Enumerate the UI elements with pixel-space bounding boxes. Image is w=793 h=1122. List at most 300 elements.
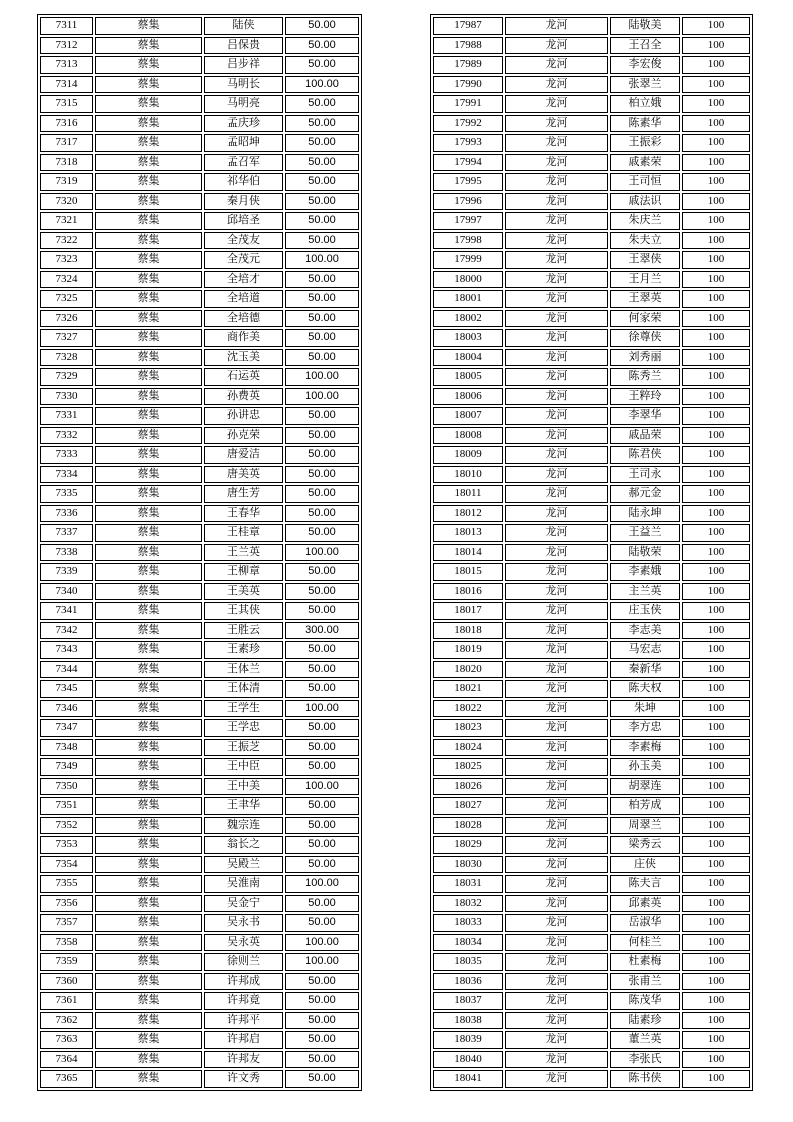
cell-area: 龙河 xyxy=(505,856,608,874)
cell-area: 蔡集 xyxy=(95,37,202,55)
cell-id: 7348 xyxy=(40,739,93,757)
cell-id: 18039 xyxy=(433,1031,503,1049)
cell-amount: 100 xyxy=(682,485,750,503)
table-row xyxy=(40,895,359,913)
table-row xyxy=(433,193,750,211)
cell-amount: 100 xyxy=(682,622,750,640)
table-row xyxy=(433,505,750,523)
cell-name: 戚法识 xyxy=(610,193,680,211)
cell-name: 张甫兰 xyxy=(610,973,680,991)
cell-area: 龙河 xyxy=(505,1070,608,1088)
cell-id: 7314 xyxy=(40,76,93,94)
table-row xyxy=(40,17,359,35)
table-row xyxy=(433,485,750,503)
cell-id: 7316 xyxy=(40,115,93,133)
cell-area: 龙河 xyxy=(505,310,608,328)
table-row xyxy=(40,583,359,601)
cell-id: 18019 xyxy=(433,641,503,659)
cell-id: 7340 xyxy=(40,583,93,601)
table-row xyxy=(433,212,750,230)
cell-id: 18029 xyxy=(433,836,503,854)
cell-area: 蔡集 xyxy=(95,446,202,464)
cell-name: 吕保贵 xyxy=(204,37,283,55)
table-row xyxy=(433,524,750,542)
cell-name: 陆侠 xyxy=(204,17,283,35)
cell-area: 蔡集 xyxy=(95,758,202,776)
cell-name: 孟庆珍 xyxy=(204,115,283,133)
cell-name: 庄玉侠 xyxy=(610,602,680,620)
cell-name: 梁秀云 xyxy=(610,836,680,854)
cell-id: 7331 xyxy=(40,407,93,425)
cell-amount: 100 xyxy=(682,700,750,718)
cell-area: 龙河 xyxy=(505,758,608,776)
cell-name: 陈素华 xyxy=(610,115,680,133)
cell-name: 商作美 xyxy=(204,329,283,347)
cell-name: 秦月侠 xyxy=(204,193,283,211)
cell-name: 孙克荣 xyxy=(204,427,283,445)
table-row xyxy=(433,1031,750,1049)
cell-area: 蔡集 xyxy=(95,583,202,601)
cell-area: 龙河 xyxy=(505,875,608,893)
cell-amount: 100 xyxy=(682,154,750,172)
table-row xyxy=(40,407,359,425)
table-row xyxy=(433,602,750,620)
cell-name: 吴殿兰 xyxy=(204,856,283,874)
table-row xyxy=(433,173,750,191)
cell-amount: 50.00 xyxy=(285,973,359,991)
cell-id: 7326 xyxy=(40,310,93,328)
cell-amount: 100 xyxy=(682,232,750,250)
cell-amount: 100.00 xyxy=(285,544,359,562)
cell-area: 蔡集 xyxy=(95,1031,202,1049)
table-row xyxy=(433,115,750,133)
table-row xyxy=(433,563,750,581)
table-row xyxy=(433,583,750,601)
cell-area: 龙河 xyxy=(505,329,608,347)
cell-amount: 50.00 xyxy=(285,154,359,172)
table-row xyxy=(40,1012,359,1030)
longhe-roster-body xyxy=(433,17,750,1088)
cell-amount: 100 xyxy=(682,719,750,737)
table-row xyxy=(433,914,750,932)
table-row xyxy=(433,368,750,386)
cell-amount: 100 xyxy=(682,37,750,55)
cell-area: 蔡集 xyxy=(95,290,202,308)
cell-id: 17987 xyxy=(433,17,503,35)
cell-id: 18032 xyxy=(433,895,503,913)
cell-id: 18027 xyxy=(433,797,503,815)
cell-id: 7364 xyxy=(40,1051,93,1069)
cell-area: 蔡集 xyxy=(95,485,202,503)
cell-amount: 100 xyxy=(682,1012,750,1030)
cell-id: 7352 xyxy=(40,817,93,835)
cell-area: 龙河 xyxy=(505,544,608,562)
cell-name: 许邦友 xyxy=(204,1051,283,1069)
cell-amount: 100 xyxy=(682,524,750,542)
cell-amount: 50.00 xyxy=(285,466,359,484)
table-row xyxy=(433,427,750,445)
cell-id: 7313 xyxy=(40,56,93,74)
cell-name: 王召全 xyxy=(610,37,680,55)
cell-area: 蔡集 xyxy=(95,622,202,640)
cell-amount: 100 xyxy=(682,368,750,386)
cell-id: 7358 xyxy=(40,934,93,952)
cell-amount: 50.00 xyxy=(285,1031,359,1049)
cell-name: 张翠兰 xyxy=(610,76,680,94)
cell-amount: 100 xyxy=(682,56,750,74)
cell-area: 蔡集 xyxy=(95,388,202,406)
cell-id: 7360 xyxy=(40,973,93,991)
cell-amount: 100 xyxy=(682,875,750,893)
cell-area: 龙河 xyxy=(505,953,608,971)
cell-name: 戚品荣 xyxy=(610,427,680,445)
cell-id: 18016 xyxy=(433,583,503,601)
cell-area: 蔡集 xyxy=(95,134,202,152)
cell-id: 18023 xyxy=(433,719,503,737)
cell-name: 祁华伯 xyxy=(204,173,283,191)
cell-id: 18013 xyxy=(433,524,503,542)
cell-id: 18020 xyxy=(433,661,503,679)
cell-area: 蔡集 xyxy=(95,310,202,328)
cell-name: 唐美英 xyxy=(204,466,283,484)
table-row xyxy=(40,193,359,211)
cell-area: 蔡集 xyxy=(95,817,202,835)
cell-area: 蔡集 xyxy=(95,680,202,698)
table-row xyxy=(40,329,359,347)
cell-area: 蔡集 xyxy=(95,544,202,562)
cell-area: 龙河 xyxy=(505,427,608,445)
cell-id: 18015 xyxy=(433,563,503,581)
cell-amount: 100 xyxy=(682,973,750,991)
cell-amount: 100 xyxy=(682,407,750,425)
cell-area: 龙河 xyxy=(505,661,608,679)
cell-id: 18033 xyxy=(433,914,503,932)
cell-name: 陈秀兰 xyxy=(610,368,680,386)
cell-id: 18004 xyxy=(433,349,503,367)
cell-id: 18034 xyxy=(433,934,503,952)
table-row xyxy=(40,817,359,835)
cell-name: 陈书侠 xyxy=(610,1070,680,1088)
cell-name: 王益兰 xyxy=(610,524,680,542)
cell-amount: 100 xyxy=(682,388,750,406)
longhe-roster-table xyxy=(430,14,753,1091)
cell-name: 杜素梅 xyxy=(610,953,680,971)
cell-name: 王振芝 xyxy=(204,739,283,757)
table-row xyxy=(433,641,750,659)
cell-amount: 50.00 xyxy=(285,1012,359,1030)
cell-name: 邱素英 xyxy=(610,895,680,913)
table-row xyxy=(40,934,359,952)
cell-name: 郝元金 xyxy=(610,485,680,503)
cell-id: 17994 xyxy=(433,154,503,172)
table-row xyxy=(40,368,359,386)
table-row xyxy=(40,56,359,74)
cell-amount: 50.00 xyxy=(285,56,359,74)
cell-name: 陆素珍 xyxy=(610,1012,680,1030)
table-row xyxy=(40,134,359,152)
cell-id: 17997 xyxy=(433,212,503,230)
cell-name: 王振彩 xyxy=(610,134,680,152)
cell-area: 龙河 xyxy=(505,1012,608,1030)
table-row xyxy=(433,700,750,718)
cell-name: 李素娥 xyxy=(610,563,680,581)
cell-id: 18037 xyxy=(433,992,503,1010)
cell-name: 主兰英 xyxy=(610,583,680,601)
table-row xyxy=(40,973,359,991)
cell-amount: 50.00 xyxy=(285,329,359,347)
cell-name: 唐生芳 xyxy=(204,485,283,503)
cell-id: 7341 xyxy=(40,602,93,620)
cell-amount: 100.00 xyxy=(285,700,359,718)
cell-name: 翁长之 xyxy=(204,836,283,854)
cell-area: 蔡集 xyxy=(95,992,202,1010)
cell-area: 龙河 xyxy=(505,602,608,620)
cell-area: 蔡集 xyxy=(95,251,202,269)
table-row xyxy=(40,1070,359,1088)
cell-area: 龙河 xyxy=(505,622,608,640)
table-row xyxy=(40,446,359,464)
cell-name: 徐尊侠 xyxy=(610,329,680,347)
cell-amount: 100 xyxy=(682,1031,750,1049)
cell-name: 陆敬荣 xyxy=(610,544,680,562)
cell-area: 蔡集 xyxy=(95,719,202,737)
cell-area: 龙河 xyxy=(505,895,608,913)
cell-name: 李方忠 xyxy=(610,719,680,737)
cell-id: 7356 xyxy=(40,895,93,913)
cell-id: 7325 xyxy=(40,290,93,308)
cell-area: 蔡集 xyxy=(95,427,202,445)
cell-name: 庄侠 xyxy=(610,856,680,874)
cell-area: 蔡集 xyxy=(95,17,202,35)
cell-amount: 100 xyxy=(682,95,750,113)
cell-amount: 100 xyxy=(682,212,750,230)
cell-amount: 50.00 xyxy=(285,1070,359,1088)
cell-amount: 100.00 xyxy=(285,388,359,406)
cell-area: 龙河 xyxy=(505,914,608,932)
cell-area: 蔡集 xyxy=(95,1051,202,1069)
cell-name: 王其侠 xyxy=(204,602,283,620)
cell-name: 许文秀 xyxy=(204,1070,283,1088)
caiji-roster-table xyxy=(37,14,362,1091)
cell-id: 7347 xyxy=(40,719,93,737)
cell-area: 龙河 xyxy=(505,641,608,659)
table-row xyxy=(40,212,359,230)
cell-amount: 100 xyxy=(682,251,750,269)
cell-area: 龙河 xyxy=(505,680,608,698)
cell-amount: 100.00 xyxy=(285,875,359,893)
cell-amount: 50.00 xyxy=(285,914,359,932)
cell-area: 龙河 xyxy=(505,154,608,172)
table-row xyxy=(433,95,750,113)
cell-amount: 100 xyxy=(682,583,750,601)
cell-id: 7363 xyxy=(40,1031,93,1049)
cell-area: 蔡集 xyxy=(95,797,202,815)
cell-name: 王学忠 xyxy=(204,719,283,737)
cell-area: 龙河 xyxy=(505,37,608,55)
cell-area: 蔡集 xyxy=(95,1070,202,1088)
cell-amount: 100 xyxy=(682,778,750,796)
cell-id: 7323 xyxy=(40,251,93,269)
cell-amount: 50.00 xyxy=(285,407,359,425)
cell-id: 17999 xyxy=(433,251,503,269)
cell-area: 龙河 xyxy=(505,778,608,796)
cell-id: 7336 xyxy=(40,505,93,523)
table-row xyxy=(40,95,359,113)
cell-area: 龙河 xyxy=(505,1031,608,1049)
cell-name: 王柳章 xyxy=(204,563,283,581)
cell-name: 全茂友 xyxy=(204,232,283,250)
cell-area: 龙河 xyxy=(505,524,608,542)
table-row xyxy=(433,329,750,347)
cell-id: 17989 xyxy=(433,56,503,74)
cell-area: 龙河 xyxy=(505,212,608,230)
table-row xyxy=(433,310,750,328)
cell-area: 蔡集 xyxy=(95,641,202,659)
cell-amount: 50.00 xyxy=(285,505,359,523)
cell-area: 蔡集 xyxy=(95,76,202,94)
cell-amount: 50.00 xyxy=(285,212,359,230)
cell-area: 蔡集 xyxy=(95,95,202,113)
cell-name: 王桂章 xyxy=(204,524,283,542)
cell-amount: 50.00 xyxy=(285,173,359,191)
cell-name: 吴金宁 xyxy=(204,895,283,913)
cell-name: 全培才 xyxy=(204,271,283,289)
table-row xyxy=(433,680,750,698)
cell-id: 7342 xyxy=(40,622,93,640)
table-row xyxy=(40,76,359,94)
cell-id: 7351 xyxy=(40,797,93,815)
table-row xyxy=(40,778,359,796)
cell-name: 孙讲忠 xyxy=(204,407,283,425)
cell-amount: 100 xyxy=(682,797,750,815)
cell-amount: 100 xyxy=(682,115,750,133)
cell-amount: 50.00 xyxy=(285,271,359,289)
cell-name: 全培德 xyxy=(204,310,283,328)
cell-id: 7339 xyxy=(40,563,93,581)
cell-amount: 100 xyxy=(682,934,750,952)
cell-name: 王司永 xyxy=(610,466,680,484)
table-row xyxy=(433,271,750,289)
table-row xyxy=(40,914,359,932)
cell-amount: 50.00 xyxy=(285,524,359,542)
cell-amount: 50.00 xyxy=(285,115,359,133)
cell-area: 龙河 xyxy=(505,349,608,367)
table-row xyxy=(433,797,750,815)
cell-area: 蔡集 xyxy=(95,349,202,367)
cell-name: 柏芳成 xyxy=(610,797,680,815)
table-row xyxy=(40,602,359,620)
cell-name: 李素梅 xyxy=(610,739,680,757)
cell-id: 18025 xyxy=(433,758,503,776)
table-row xyxy=(40,875,359,893)
cell-area: 龙河 xyxy=(505,817,608,835)
cell-area: 蔡集 xyxy=(95,232,202,250)
cell-area: 龙河 xyxy=(505,368,608,386)
cell-name: 孙玉美 xyxy=(610,758,680,776)
cell-id: 7365 xyxy=(40,1070,93,1088)
cell-amount: 100 xyxy=(682,914,750,932)
cell-area: 龙河 xyxy=(505,485,608,503)
table-row xyxy=(433,544,750,562)
cell-name: 何桂兰 xyxy=(610,934,680,952)
cell-id: 18040 xyxy=(433,1051,503,1069)
cell-amount: 100 xyxy=(682,17,750,35)
cell-id: 7354 xyxy=(40,856,93,874)
table-row xyxy=(40,251,359,269)
cell-area: 蔡集 xyxy=(95,973,202,991)
cell-amount: 100 xyxy=(682,641,750,659)
cell-name: 孙费英 xyxy=(204,388,283,406)
cell-amount: 100 xyxy=(682,563,750,581)
cell-name: 石运英 xyxy=(204,368,283,386)
cell-name: 秦新华 xyxy=(610,661,680,679)
cell-id: 18038 xyxy=(433,1012,503,1030)
table-row xyxy=(433,836,750,854)
table-row xyxy=(40,271,359,289)
cell-name: 孟召军 xyxy=(204,154,283,172)
cell-name: 唐爱洁 xyxy=(204,446,283,464)
cell-name: 朱夫立 xyxy=(610,232,680,250)
table-row xyxy=(40,680,359,698)
cell-amount: 100 xyxy=(682,739,750,757)
cell-name: 李志美 xyxy=(610,622,680,640)
cell-amount: 100.00 xyxy=(285,76,359,94)
table-row xyxy=(40,856,359,874)
cell-area: 蔡集 xyxy=(95,895,202,913)
cell-name: 吴淮南 xyxy=(204,875,283,893)
cell-amount: 100 xyxy=(682,895,750,913)
cell-id: 18030 xyxy=(433,856,503,874)
cell-id: 7318 xyxy=(40,154,93,172)
cell-amount: 50.00 xyxy=(285,817,359,835)
cell-area: 龙河 xyxy=(505,95,608,113)
table-row xyxy=(40,466,359,484)
cell-name: 吴永书 xyxy=(204,914,283,932)
cell-amount: 50.00 xyxy=(285,797,359,815)
cell-name: 柏立娥 xyxy=(610,95,680,113)
cell-amount: 100 xyxy=(682,290,750,308)
cell-id: 7359 xyxy=(40,953,93,971)
cell-amount: 50.00 xyxy=(285,836,359,854)
cell-name: 马宏志 xyxy=(610,641,680,659)
cell-id: 18021 xyxy=(433,680,503,698)
table-row xyxy=(40,953,359,971)
cell-amount: 50.00 xyxy=(285,1051,359,1069)
cell-area: 龙河 xyxy=(505,446,608,464)
table-row xyxy=(40,641,359,659)
cell-id: 18000 xyxy=(433,271,503,289)
cell-area: 蔡集 xyxy=(95,173,202,191)
cell-id: 7335 xyxy=(40,485,93,503)
cell-id: 7345 xyxy=(40,680,93,698)
cell-name: 许邦成 xyxy=(204,973,283,991)
cell-amount: 100 xyxy=(682,856,750,874)
table-row xyxy=(433,466,750,484)
cell-amount: 100 xyxy=(682,758,750,776)
cell-id: 18017 xyxy=(433,602,503,620)
cell-id: 7350 xyxy=(40,778,93,796)
cell-name: 孟昭坤 xyxy=(204,134,283,152)
cell-area: 龙河 xyxy=(505,973,608,991)
cell-amount: 100 xyxy=(682,173,750,191)
cell-area: 龙河 xyxy=(505,388,608,406)
cell-amount: 100 xyxy=(682,76,750,94)
cell-name: 王学生 xyxy=(204,700,283,718)
table-row xyxy=(40,173,359,191)
cell-id: 18014 xyxy=(433,544,503,562)
cell-area: 龙河 xyxy=(505,76,608,94)
cell-amount: 50.00 xyxy=(285,583,359,601)
